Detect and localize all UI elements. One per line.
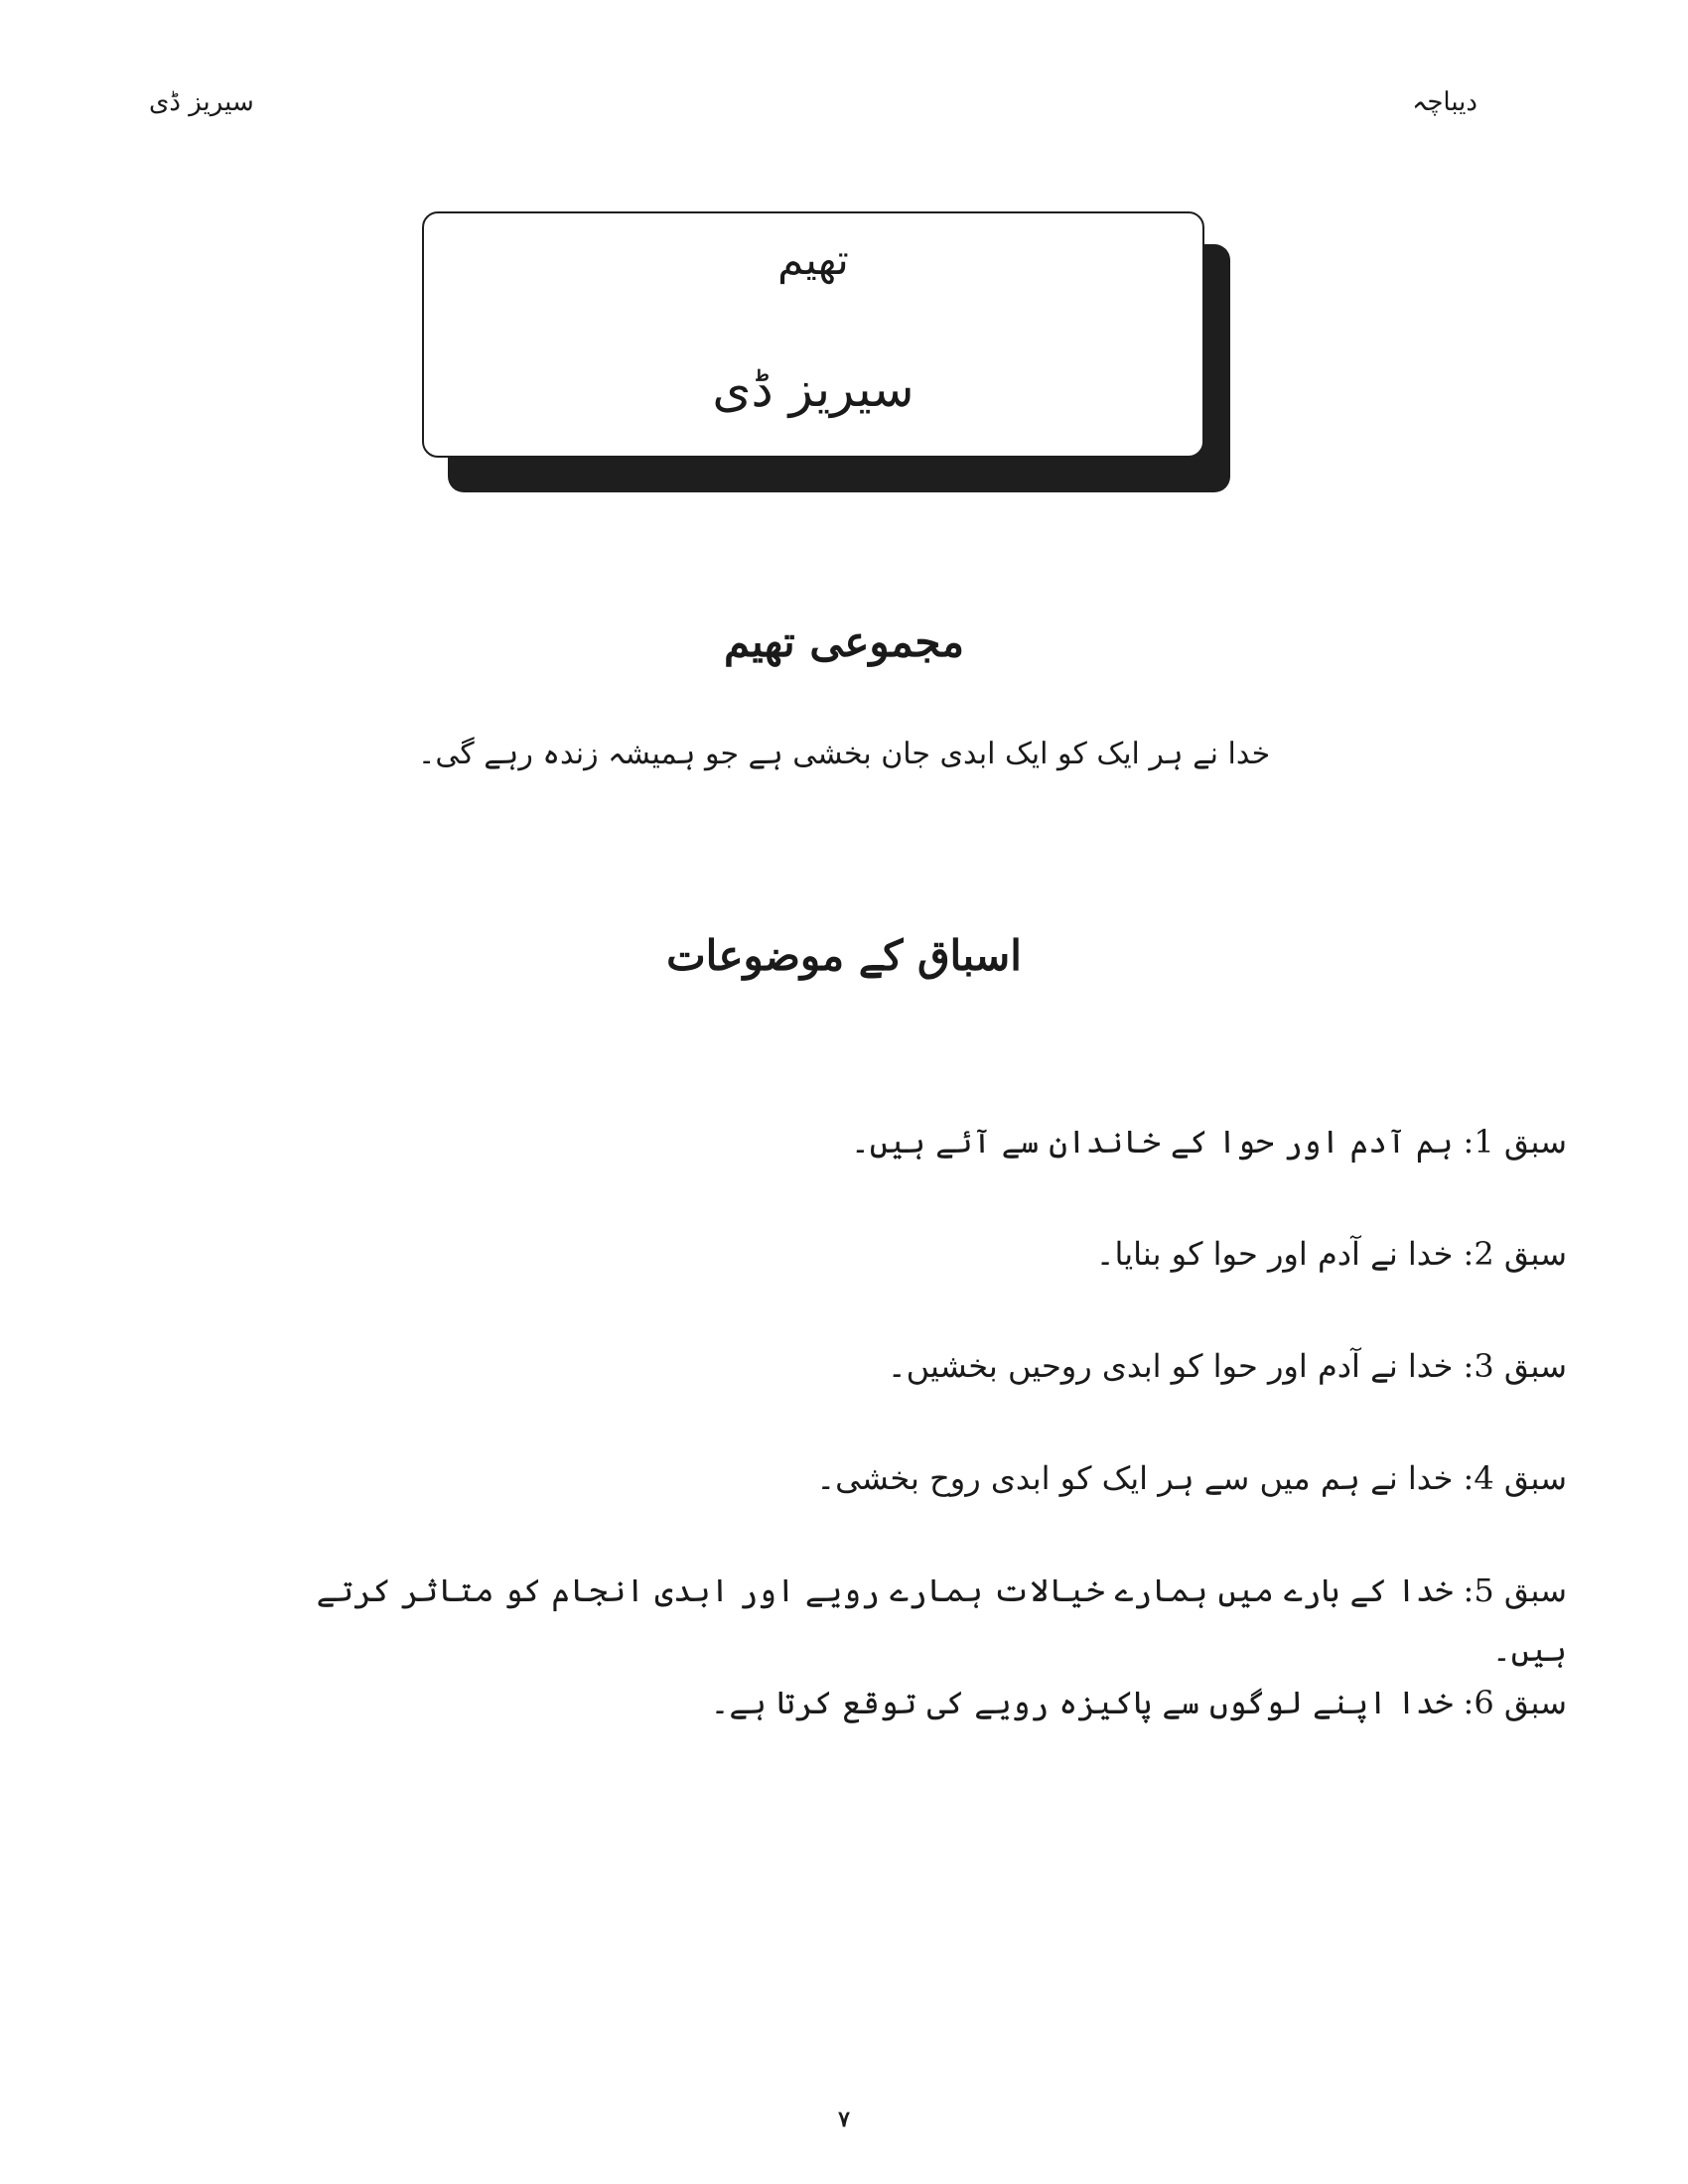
running-header-series: سیریز ڈی <box>149 87 254 117</box>
page-number: ۷ <box>838 2107 850 2132</box>
lesson-item-2: سبق 2: خدا نے آدم اور حوا کو بنایا۔ <box>1095 1235 1567 1273</box>
lesson-item-1: سبق 1: ہم آدم اور حوا کے خاندان سے آئے ہیں۔ <box>850 1123 1567 1160</box>
title-box-title: سیریز ڈی <box>712 360 914 418</box>
lesson-list <box>276 1112 1567 1785</box>
lesson-topics-heading: اسباق کے موضوعات <box>666 931 1022 980</box>
overall-theme-heading: مجموعی تھیم <box>724 617 964 666</box>
running-header-section: دیباچہ <box>1412 87 1477 117</box>
lesson-item-3: سبق 3: خدا نے آدم اور حوا کو ابدی روحیں بخشیں۔ <box>887 1347 1567 1385</box>
title-box-frame <box>422 211 1204 458</box>
title-box-label: تھیم <box>777 235 849 284</box>
title-box <box>422 211 1231 494</box>
lesson-item-6: سبق 6: خدا اپنے لوگوں سے پاکیزہ رویے کی توقع کرتا ہے۔ <box>710 1684 1567 1721</box>
lesson-item-5: سبق 5: خدا کے بارے میں ہمارے خیالات ہمارے رویے اور ابدی انجام کو متاثر کرتے ہیں۔ <box>316 1571 1567 1669</box>
overall-theme-text: خدا نے ہر ایک کو ایک ابدی جان بخشی ہے جو ہمیشہ زندہ رہے گی۔ <box>417 737 1271 771</box>
lesson-item-4: سبق 4: خدا نے ہم میں سے ہر ایک کو ابدی روح بخشی۔ <box>816 1459 1567 1497</box>
